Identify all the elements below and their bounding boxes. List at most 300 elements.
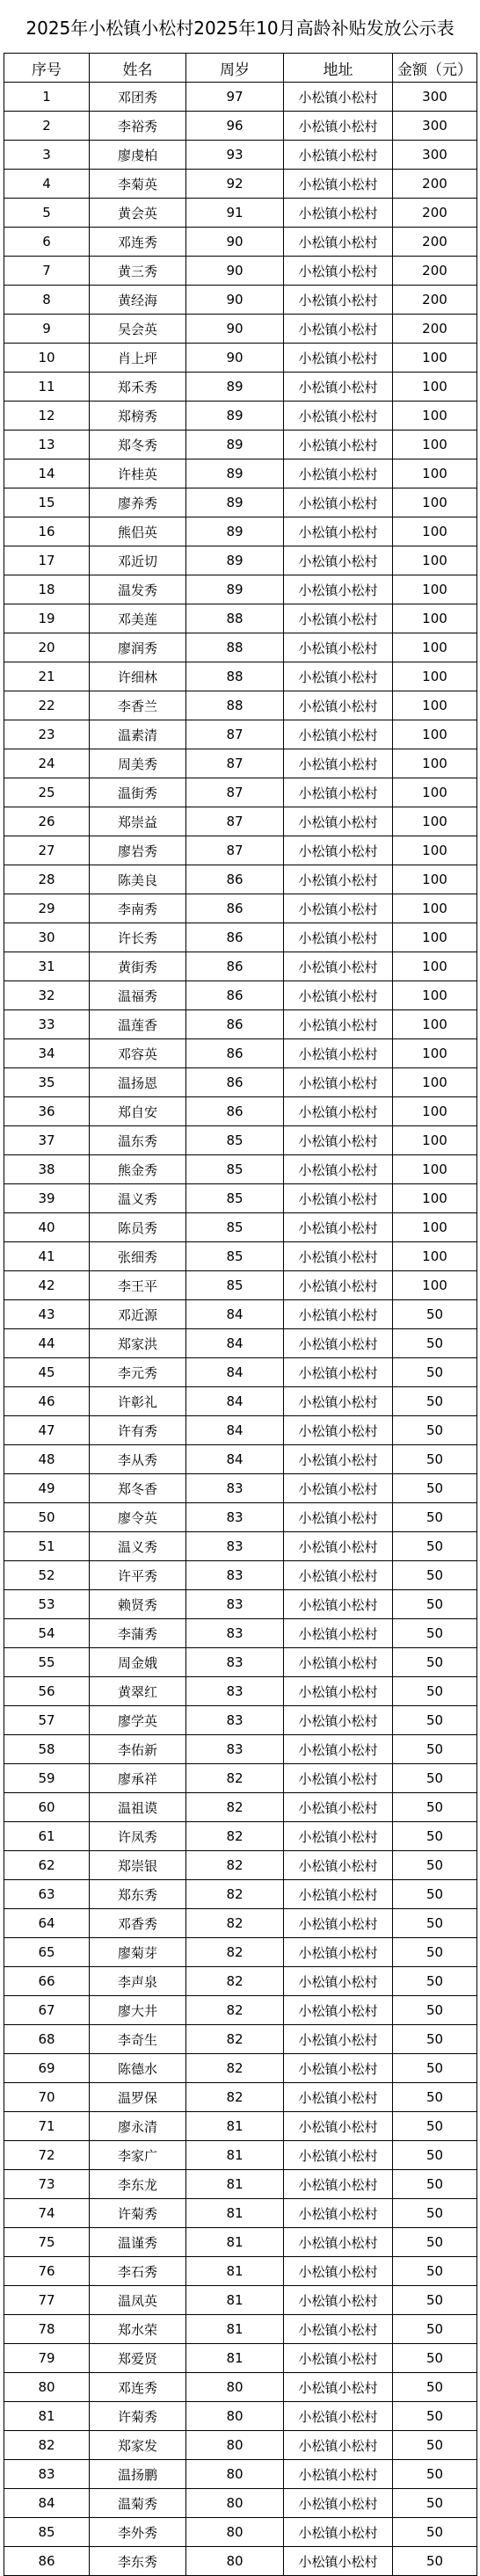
cell-address: 小松镇小松村 [284, 1416, 393, 1445]
cell-age: 90 [186, 257, 284, 286]
cell-name: 许细林 [90, 662, 186, 691]
cell-age: 89 [186, 575, 284, 604]
cell-address: 小松镇小松村 [284, 1358, 393, 1387]
cell-index: 60 [4, 1793, 90, 1822]
cell-address: 小松镇小松村 [284, 1242, 393, 1271]
cell-amount: 50 [393, 1416, 477, 1445]
cell-amount: 50 [393, 2460, 477, 2489]
cell-amount: 100 [393, 1213, 477, 1242]
cell-address: 小松镇小松村 [284, 662, 393, 691]
cell-amount: 100 [393, 633, 477, 662]
table-row [4, 286, 477, 315]
cell-address: 小松镇小松村 [284, 1532, 393, 1561]
cell-name: 廖润秀 [90, 633, 186, 662]
cell-age: 85 [186, 1126, 284, 1155]
cell-name: 邓容英 [90, 1039, 186, 1068]
cell-address: 小松镇小松村 [284, 1474, 393, 1503]
cell-address: 小松镇小松村 [284, 1068, 393, 1097]
cell-name: 李元秀 [90, 1358, 186, 1387]
table-row [4, 170, 477, 199]
table-row [4, 2373, 477, 2402]
cell-address: 小松镇小松村 [284, 112, 393, 141]
cell-name: 温素清 [90, 720, 186, 749]
cell-name: 张细秀 [90, 1242, 186, 1271]
table-row [4, 2112, 477, 2141]
cell-address: 小松镇小松村 [284, 2373, 393, 2402]
cell-address: 小松镇小松村 [284, 141, 393, 170]
cell-name: 李东秀 [90, 2547, 186, 2576]
cell-index: 63 [4, 1880, 90, 1909]
cell-address: 小松镇小松村 [284, 1503, 393, 1532]
table-row [4, 1445, 477, 1474]
cell-age: 82 [186, 1851, 284, 1880]
cell-address: 小松镇小松村 [284, 1010, 393, 1039]
cell-address: 小松镇小松村 [284, 2402, 393, 2431]
table-row [4, 1503, 477, 1532]
cell-amount: 200 [393, 199, 477, 228]
table-row [4, 199, 477, 228]
table-row [4, 2286, 477, 2315]
cell-index: 22 [4, 691, 90, 720]
cell-age: 97 [186, 83, 284, 112]
cell-age: 83 [186, 1561, 284, 1590]
table-row [4, 807, 477, 836]
cell-amount: 50 [393, 2402, 477, 2431]
cell-name: 温东秀 [90, 1126, 186, 1155]
cell-name: 郑家发 [90, 2431, 186, 2460]
cell-name: 熊金秀 [90, 1155, 186, 1184]
cell-index: 81 [4, 2402, 90, 2431]
cell-index: 73 [4, 2170, 90, 2199]
table-row [4, 2402, 477, 2431]
cell-age: 87 [186, 778, 284, 807]
cell-address: 小松镇小松村 [284, 228, 393, 257]
cell-index: 68 [4, 2025, 90, 2054]
cell-index: 25 [4, 778, 90, 807]
table-row [4, 1474, 477, 1503]
cell-age: 82 [186, 1822, 284, 1851]
cell-address: 小松镇小松村 [284, 1445, 393, 1474]
table-row [4, 1329, 477, 1358]
cell-name: 廖承祥 [90, 1764, 186, 1793]
cell-address: 小松镇小松村 [284, 604, 393, 633]
cell-amount: 50 [393, 1445, 477, 1474]
cell-index: 9 [4, 315, 90, 344]
cell-index: 59 [4, 1764, 90, 1793]
cell-address: 小松镇小松村 [284, 2315, 393, 2344]
cell-age: 87 [186, 749, 284, 778]
cell-index: 62 [4, 1851, 90, 1880]
cell-age: 88 [186, 604, 284, 633]
cell-address: 小松镇小松村 [284, 2547, 393, 2576]
table-row [4, 1300, 477, 1329]
cell-age: 82 [186, 1764, 284, 1793]
cell-amount: 50 [393, 2199, 477, 2228]
table-row [4, 228, 477, 257]
cell-amount: 100 [393, 373, 477, 402]
table-row [4, 315, 477, 344]
cell-age: 85 [186, 1155, 284, 1184]
cell-name: 李佑新 [90, 1735, 186, 1764]
cell-address: 小松镇小松村 [284, 691, 393, 720]
cell-address: 小松镇小松村 [284, 1706, 393, 1735]
cell-age: 85 [186, 1184, 284, 1213]
cell-amount: 50 [393, 1532, 477, 1561]
cell-age: 83 [186, 1706, 284, 1735]
cell-amount: 50 [393, 1996, 477, 2025]
cell-amount: 100 [393, 720, 477, 749]
cell-index: 57 [4, 1706, 90, 1735]
cell-address: 小松镇小松村 [284, 2228, 393, 2257]
cell-index: 58 [4, 1735, 90, 1764]
cell-amount: 100 [393, 1271, 477, 1300]
cell-name: 李从秀 [90, 1445, 186, 1474]
cell-name: 邓香秀 [90, 1909, 186, 1938]
cell-index: 4 [4, 170, 90, 199]
cell-age: 80 [186, 2489, 284, 2518]
table-body [4, 83, 477, 2576]
cell-address: 小松镇小松村 [284, 2344, 393, 2373]
table-row [4, 1909, 477, 1938]
cell-index: 17 [4, 546, 90, 575]
table-row [4, 488, 477, 517]
cell-amount: 100 [393, 894, 477, 923]
cell-name: 李家广 [90, 2141, 186, 2170]
cell-index: 5 [4, 199, 90, 228]
cell-name: 温发秀 [90, 575, 186, 604]
cell-amount: 50 [393, 1851, 477, 1880]
cell-amount: 50 [393, 2228, 477, 2257]
table-row [4, 952, 477, 981]
table-row [4, 1097, 477, 1126]
cell-index: 15 [4, 488, 90, 517]
cell-amount: 50 [393, 1503, 477, 1532]
cell-address: 小松镇小松村 [284, 286, 393, 315]
table-row [4, 1938, 477, 1967]
cell-index: 76 [4, 2257, 90, 2286]
cell-index: 12 [4, 402, 90, 431]
table-row [4, 2431, 477, 2460]
cell-index: 82 [4, 2431, 90, 2460]
cell-age: 81 [186, 2344, 284, 2373]
cell-address: 小松镇小松村 [284, 2489, 393, 2518]
cell-address: 小松镇小松村 [284, 1213, 393, 1242]
cell-name: 温扬鹏 [90, 2460, 186, 2489]
cell-amount: 100 [393, 1097, 477, 1126]
header-address: 地址 [284, 54, 393, 83]
cell-address: 小松镇小松村 [284, 257, 393, 286]
cell-name: 廖学英 [90, 1706, 186, 1735]
cell-index: 14 [4, 459, 90, 488]
cell-amount: 50 [393, 1880, 477, 1909]
cell-index: 8 [4, 286, 90, 315]
cell-index: 65 [4, 1938, 90, 1967]
cell-index: 18 [4, 575, 90, 604]
cell-age: 86 [186, 1068, 284, 1097]
cell-address: 小松镇小松村 [284, 2257, 393, 2286]
cell-address: 小松镇小松村 [284, 2083, 393, 2112]
cell-age: 85 [186, 1242, 284, 1271]
header-index: 序号 [4, 54, 90, 83]
table-row [4, 720, 477, 749]
table-row [4, 1358, 477, 1387]
cell-address: 小松镇小松村 [284, 2199, 393, 2228]
cell-address: 小松镇小松村 [284, 1329, 393, 1358]
cell-index: 32 [4, 981, 90, 1010]
cell-amount: 100 [393, 488, 477, 517]
cell-age: 80 [186, 2547, 284, 2576]
cell-amount: 50 [393, 1329, 477, 1358]
cell-amount: 50 [393, 2518, 477, 2547]
cell-index: 83 [4, 2460, 90, 2489]
cell-name: 廖永清 [90, 2112, 186, 2141]
cell-age: 96 [186, 112, 284, 141]
cell-age: 86 [186, 894, 284, 923]
cell-amount: 50 [393, 1793, 477, 1822]
page-title: 2025年小松镇小松村2025年10月高龄补贴发放公示表 [25, 17, 455, 39]
cell-address: 小松镇小松村 [284, 2460, 393, 2489]
cell-name: 李外秀 [90, 2518, 186, 2547]
table-row [4, 2054, 477, 2083]
cell-index: 6 [4, 228, 90, 257]
cell-age: 83 [186, 1735, 284, 1764]
cell-amount: 50 [393, 2025, 477, 2054]
cell-amount: 100 [393, 662, 477, 691]
cell-index: 72 [4, 2141, 90, 2170]
cell-age: 91 [186, 199, 284, 228]
table-row [4, 431, 477, 459]
cell-name: 黄会英 [90, 199, 186, 228]
cell-name: 邓团秀 [90, 83, 186, 112]
table-row [4, 865, 477, 894]
cell-amount: 50 [393, 1619, 477, 1648]
table-row [4, 546, 477, 575]
cell-address: 小松镇小松村 [284, 865, 393, 894]
cell-address: 小松镇小松村 [284, 1387, 393, 1416]
cell-name: 廖大井 [90, 1996, 186, 2025]
cell-address: 小松镇小松村 [284, 894, 393, 923]
cell-amount: 50 [393, 2083, 477, 2112]
cell-address: 小松镇小松村 [284, 1039, 393, 1068]
subsidy-table [4, 53, 477, 2576]
cell-address: 小松镇小松村 [284, 836, 393, 865]
table-row [4, 923, 477, 952]
cell-address: 小松镇小松村 [284, 2025, 393, 2054]
table-row [4, 83, 477, 112]
cell-age: 80 [186, 2460, 284, 2489]
cell-address: 小松镇小松村 [284, 546, 393, 575]
cell-amount: 100 [393, 1068, 477, 1097]
cell-age: 83 [186, 1474, 284, 1503]
cell-age: 86 [186, 865, 284, 894]
cell-amount: 300 [393, 141, 477, 170]
cell-age: 83 [186, 1503, 284, 1532]
cell-index: 86 [4, 2547, 90, 2576]
cell-age: 83 [186, 1648, 284, 1677]
cell-address: 小松镇小松村 [284, 1590, 393, 1619]
cell-index: 40 [4, 1213, 90, 1242]
cell-age: 90 [186, 344, 284, 373]
cell-address: 小松镇小松村 [284, 170, 393, 199]
cell-index: 10 [4, 344, 90, 373]
cell-address: 小松镇小松村 [284, 923, 393, 952]
cell-name: 郑自安 [90, 1097, 186, 1126]
cell-index: 50 [4, 1503, 90, 1532]
cell-amount: 50 [393, 2547, 477, 2576]
cell-age: 86 [186, 952, 284, 981]
cell-index: 28 [4, 865, 90, 894]
table-row [4, 2025, 477, 2054]
table-row [4, 894, 477, 923]
cell-age: 80 [186, 2518, 284, 2547]
cell-index: 54 [4, 1619, 90, 1648]
cell-index: 30 [4, 923, 90, 952]
cell-address: 小松镇小松村 [284, 1880, 393, 1909]
table-row [4, 1068, 477, 1097]
table-row [4, 1561, 477, 1590]
cell-amount: 100 [393, 1039, 477, 1068]
cell-name: 周美秀 [90, 749, 186, 778]
cell-address: 小松镇小松村 [284, 633, 393, 662]
cell-name: 熊侣英 [90, 517, 186, 546]
table-row [4, 604, 477, 633]
cell-name: 许凤秀 [90, 1822, 186, 1851]
cell-amount: 100 [393, 1126, 477, 1155]
cell-index: 21 [4, 662, 90, 691]
cell-index: 41 [4, 1242, 90, 1271]
cell-name: 李东龙 [90, 2170, 186, 2199]
cell-address: 小松镇小松村 [284, 1155, 393, 1184]
cell-age: 81 [186, 2199, 284, 2228]
table-row [4, 778, 477, 807]
cell-age: 83 [186, 1532, 284, 1561]
cell-name: 黄三秀 [90, 257, 186, 286]
table-row [4, 2460, 477, 2489]
cell-index: 61 [4, 1822, 90, 1851]
cell-address: 小松镇小松村 [284, 952, 393, 981]
cell-address: 小松镇小松村 [284, 1619, 393, 1648]
cell-age: 82 [186, 2054, 284, 2083]
cell-age: 83 [186, 1590, 284, 1619]
cell-index: 29 [4, 894, 90, 923]
cell-age: 90 [186, 315, 284, 344]
cell-address: 小松镇小松村 [284, 83, 393, 112]
cell-amount: 200 [393, 315, 477, 344]
cell-name: 郑冬秀 [90, 431, 186, 459]
table-row [4, 575, 477, 604]
table-row [4, 1735, 477, 1764]
cell-index: 11 [4, 373, 90, 402]
cell-age: 81 [186, 2170, 284, 2199]
table-row [4, 2489, 477, 2518]
table-row [4, 2518, 477, 2547]
cell-name: 温祖谟 [90, 1793, 186, 1822]
table-row [4, 517, 477, 546]
cell-age: 88 [186, 691, 284, 720]
cell-address: 小松镇小松村 [284, 1735, 393, 1764]
cell-address: 小松镇小松村 [284, 1793, 393, 1822]
cell-index: 53 [4, 1590, 90, 1619]
cell-age: 81 [186, 2228, 284, 2257]
cell-index: 78 [4, 2315, 90, 2344]
cell-name: 温街秀 [90, 778, 186, 807]
cell-age: 82 [186, 2083, 284, 2112]
cell-index: 42 [4, 1271, 90, 1300]
cell-amount: 50 [393, 1938, 477, 1967]
cell-name: 温扬恩 [90, 1068, 186, 1097]
cell-index: 7 [4, 257, 90, 286]
cell-name: 许桂英 [90, 459, 186, 488]
cell-address: 小松镇小松村 [284, 1822, 393, 1851]
table-row [4, 1213, 477, 1242]
cell-name: 邓连秀 [90, 2373, 186, 2402]
cell-amount: 200 [393, 170, 477, 199]
table-row [4, 1764, 477, 1793]
cell-name: 郑崇银 [90, 1851, 186, 1880]
table-row [4, 1242, 477, 1271]
cell-index: 79 [4, 2344, 90, 2373]
cell-address: 小松镇小松村 [284, 1938, 393, 1967]
table-row [4, 1416, 477, 1445]
cell-amount: 100 [393, 836, 477, 865]
cell-name: 邓美莲 [90, 604, 186, 633]
cell-name: 温菊秀 [90, 2489, 186, 2518]
cell-name: 廖岩秀 [90, 836, 186, 865]
cell-address: 小松镇小松村 [284, 2170, 393, 2199]
cell-amount: 50 [393, 2344, 477, 2373]
cell-index: 1 [4, 83, 90, 112]
cell-age: 82 [186, 1996, 284, 2025]
cell-age: 84 [186, 1387, 284, 1416]
cell-age: 84 [186, 1300, 284, 1329]
cell-name: 赖贤秀 [90, 1590, 186, 1619]
table-row [4, 257, 477, 286]
cell-amount: 50 [393, 1648, 477, 1677]
cell-address: 小松镇小松村 [284, 315, 393, 344]
table-row [4, 2257, 477, 2286]
cell-amount: 50 [393, 2141, 477, 2170]
cell-address: 小松镇小松村 [284, 2431, 393, 2460]
table-row [4, 1184, 477, 1213]
cell-name: 许彰礼 [90, 1387, 186, 1416]
cell-index: 69 [4, 2054, 90, 2083]
cell-age: 87 [186, 836, 284, 865]
cell-name: 郑东秀 [90, 1880, 186, 1909]
cell-index: 45 [4, 1358, 90, 1387]
cell-name: 许平秀 [90, 1561, 186, 1590]
cell-amount: 300 [393, 83, 477, 112]
cell-amount: 50 [393, 1706, 477, 1735]
cell-name: 郑榜秀 [90, 402, 186, 431]
cell-age: 89 [186, 517, 284, 546]
table-row [4, 1706, 477, 1735]
cell-index: 47 [4, 1416, 90, 1445]
table-row [4, 112, 477, 141]
cell-address: 小松镇小松村 [284, 1851, 393, 1880]
cell-index: 19 [4, 604, 90, 633]
cell-address: 小松镇小松村 [284, 488, 393, 517]
cell-age: 82 [186, 2025, 284, 2054]
table-row [4, 402, 477, 431]
cell-age: 89 [186, 546, 284, 575]
cell-index: 66 [4, 1967, 90, 1996]
cell-amount: 50 [393, 1590, 477, 1619]
cell-age: 81 [186, 2257, 284, 2286]
cell-address: 小松镇小松村 [284, 459, 393, 488]
cell-age: 89 [186, 488, 284, 517]
cell-age: 82 [186, 1967, 284, 1996]
cell-index: 74 [4, 2199, 90, 2228]
